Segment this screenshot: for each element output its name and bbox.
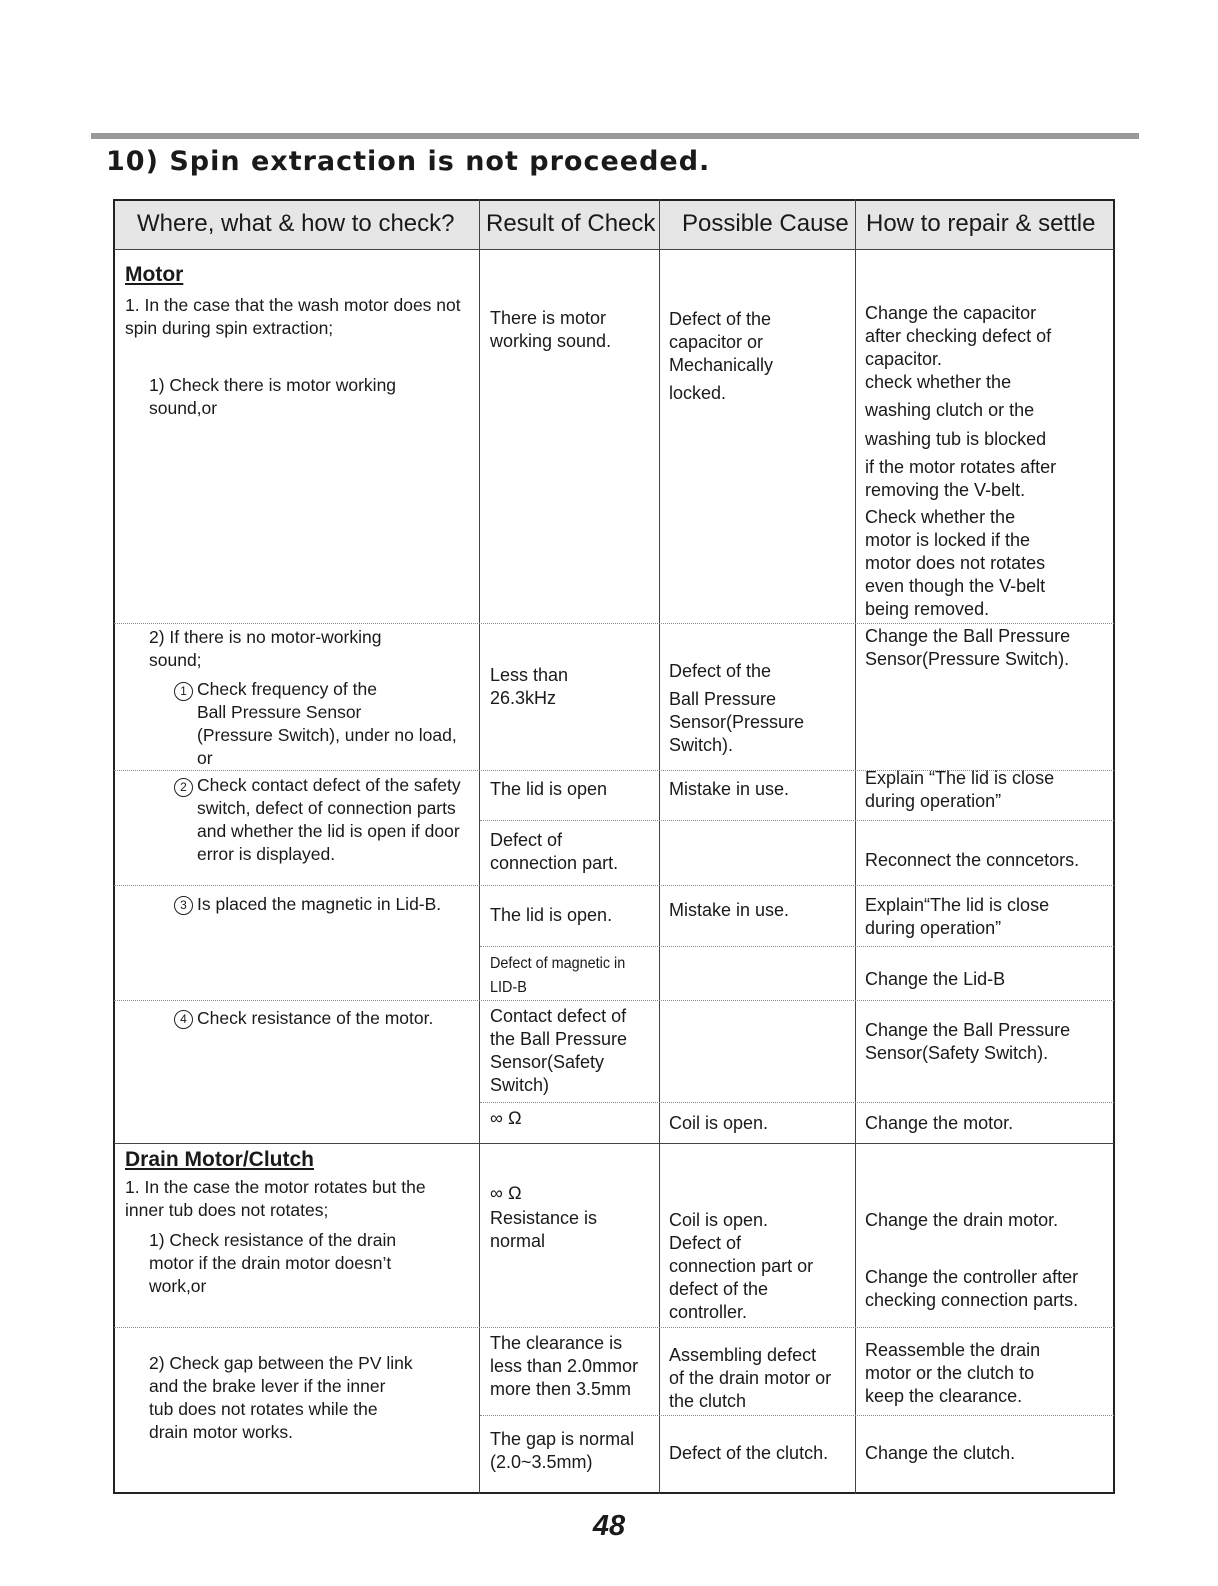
motor-result2: Less than 26.3kHz <box>490 665 569 708</box>
motor-result4b: Defect of magnetic in LID-B <box>490 955 626 996</box>
drain-result1b: Resistance is normal <box>490 1208 598 1251</box>
motor-cause2: Defect of the <box>669 661 772 681</box>
motor-result3a: The lid is open <box>490 779 608 799</box>
motor-repair1e: Check whether the motor is locked if the motor does not rotates even though the V-belt being removed. <box>865 507 1046 619</box>
drain-cause2a: Assembling defect of the drain motor or the clutch <box>669 1345 832 1411</box>
drain-repair1a: Change the drain motor. <box>865 1210 1059 1230</box>
row-divider <box>480 1102 1114 1103</box>
column-divider <box>479 199 480 1494</box>
motor-cause1: Defect of the capacitor or Mechanically <box>669 309 774 375</box>
circled-number-3: 3 <box>174 896 193 915</box>
circled-number-2: 2 <box>174 778 193 797</box>
motor-repair1c: washing tub is blocked <box>865 429 1047 449</box>
motor-cause1b: locked. <box>669 383 727 403</box>
motor-result4a: The lid is open. <box>490 905 613 925</box>
motor-check1: 1) Check there is motor working sound,or <box>149 375 397 418</box>
motor-result3b: Defect of connection part. <box>490 830 619 873</box>
header-result: Result of Check <box>486 210 656 237</box>
drain-check2: 2) Check gap between the PV link and the brake lever if the inner tub does not rotates while the drain motor works. <box>149 1353 413 1442</box>
drain-cause2b: Defect of the clutch. <box>669 1443 829 1463</box>
motor-repair5b: Change the motor. <box>865 1113 1014 1133</box>
row-divider <box>480 946 1114 947</box>
drain-repair2b: Change the clutch. <box>865 1443 1016 1463</box>
row-divider <box>114 1327 1114 1328</box>
header-divider <box>114 249 1114 250</box>
motor-cause2b: Ball Pressure Sensor(Pressure Switch). <box>669 689 805 755</box>
motor-repair1: Change the capacitor after checking defect of capacitor. check whether the <box>865 303 1052 392</box>
motor-repair3b: Reconnect the conncetors. <box>865 850 1080 870</box>
drain-repair2a: Reassemble the drain motor or the clutch to keep the clearance. <box>865 1340 1041 1406</box>
motor-sub1: Check frequency of the Ball Pressure Sensor (Pressure Switch), under no load, or <box>197 679 457 768</box>
motor-repair1b: washing clutch or the <box>865 400 1035 420</box>
header-repair: How to repair & settle <box>866 210 1096 237</box>
motor-result1: There is motor working sound. <box>490 308 612 351</box>
drain-check1: 1) Check resistance of the drain motor if the drain motor doesn’t work,or <box>149 1230 397 1296</box>
section-motor: Motor <box>125 263 184 286</box>
motor-sub3: Is placed the magnetic in Lid-B. <box>197 894 442 914</box>
motor-repair4b: Change the Lid-B <box>865 969 1006 989</box>
section-divider <box>114 1143 1114 1144</box>
row-divider <box>480 820 1114 821</box>
motor-repair5a: Change the Ball Pressure Sensor(Safety Switch). <box>865 1020 1071 1063</box>
drain-repair1b: Change the controller after checking connection parts. <box>865 1267 1079 1310</box>
page-title: 10) Spin extraction is not proceeded. <box>106 146 711 177</box>
motor-repair1d: if the motor rotates after removing the V-belt. <box>865 457 1057 500</box>
column-divider <box>659 199 660 1494</box>
drain-result2a: The clearance is less than 2.0mmor more then 3.5mm <box>490 1333 639 1399</box>
motor-sub4: Check resistance of the motor. <box>197 1008 434 1028</box>
drain-case1: 1. In the case the motor rotates but the inner tub does not rotates; <box>125 1177 426 1220</box>
row-divider <box>480 1415 1114 1416</box>
drain-cause1: Coil is open. Defect of connection part or defect of the controller. <box>669 1210 814 1322</box>
motor-check2: 2) If there is no motor-working sound; <box>149 627 382 670</box>
drain-result1a: ∞ Ω <box>490 1183 522 1203</box>
motor-repair4a: Explain“The lid is close during operation” <box>865 895 1050 938</box>
motor-cause3a: Mistake in use. <box>669 779 790 799</box>
page-number: 48 <box>592 1510 626 1542</box>
row-divider <box>114 623 1114 624</box>
motor-result5b: ∞ Ω <box>490 1108 522 1128</box>
section-drain-motor-clutch: Drain Motor/Clutch <box>125 1148 314 1171</box>
header-rule <box>91 133 1139 139</box>
header-cause: Possible Cause <box>682 210 849 237</box>
motor-cause5b: Coil is open. <box>669 1113 769 1133</box>
motor-repair3a: Explain “The lid is close during operation” <box>865 768 1055 811</box>
row-divider <box>114 885 1114 886</box>
drain-result2b: The gap is normal (2.0~3.5mm) <box>490 1429 635 1472</box>
motor-repair2: Change the Ball Pressure Sensor(Pressure Switch). <box>865 626 1071 669</box>
motor-cause4a: Mistake in use. <box>669 900 790 920</box>
circled-number-4: 4 <box>174 1010 193 1029</box>
motor-case1: 1. In the case that the wash motor does not spin during spin extraction; <box>125 295 461 338</box>
motor-sub2: Check contact defect of the safety switch, defect of connection parts and whether the lid is open if door error is displayed. <box>197 775 461 864</box>
column-divider <box>855 199 856 1494</box>
header-check: Where, what & how to check? <box>137 210 455 237</box>
circled-number-1: 1 <box>174 682 193 701</box>
motor-result5a: Contact defect of the Ball Pressure Sensor(Safety Switch) <box>490 1006 628 1095</box>
row-divider <box>114 1000 1114 1001</box>
